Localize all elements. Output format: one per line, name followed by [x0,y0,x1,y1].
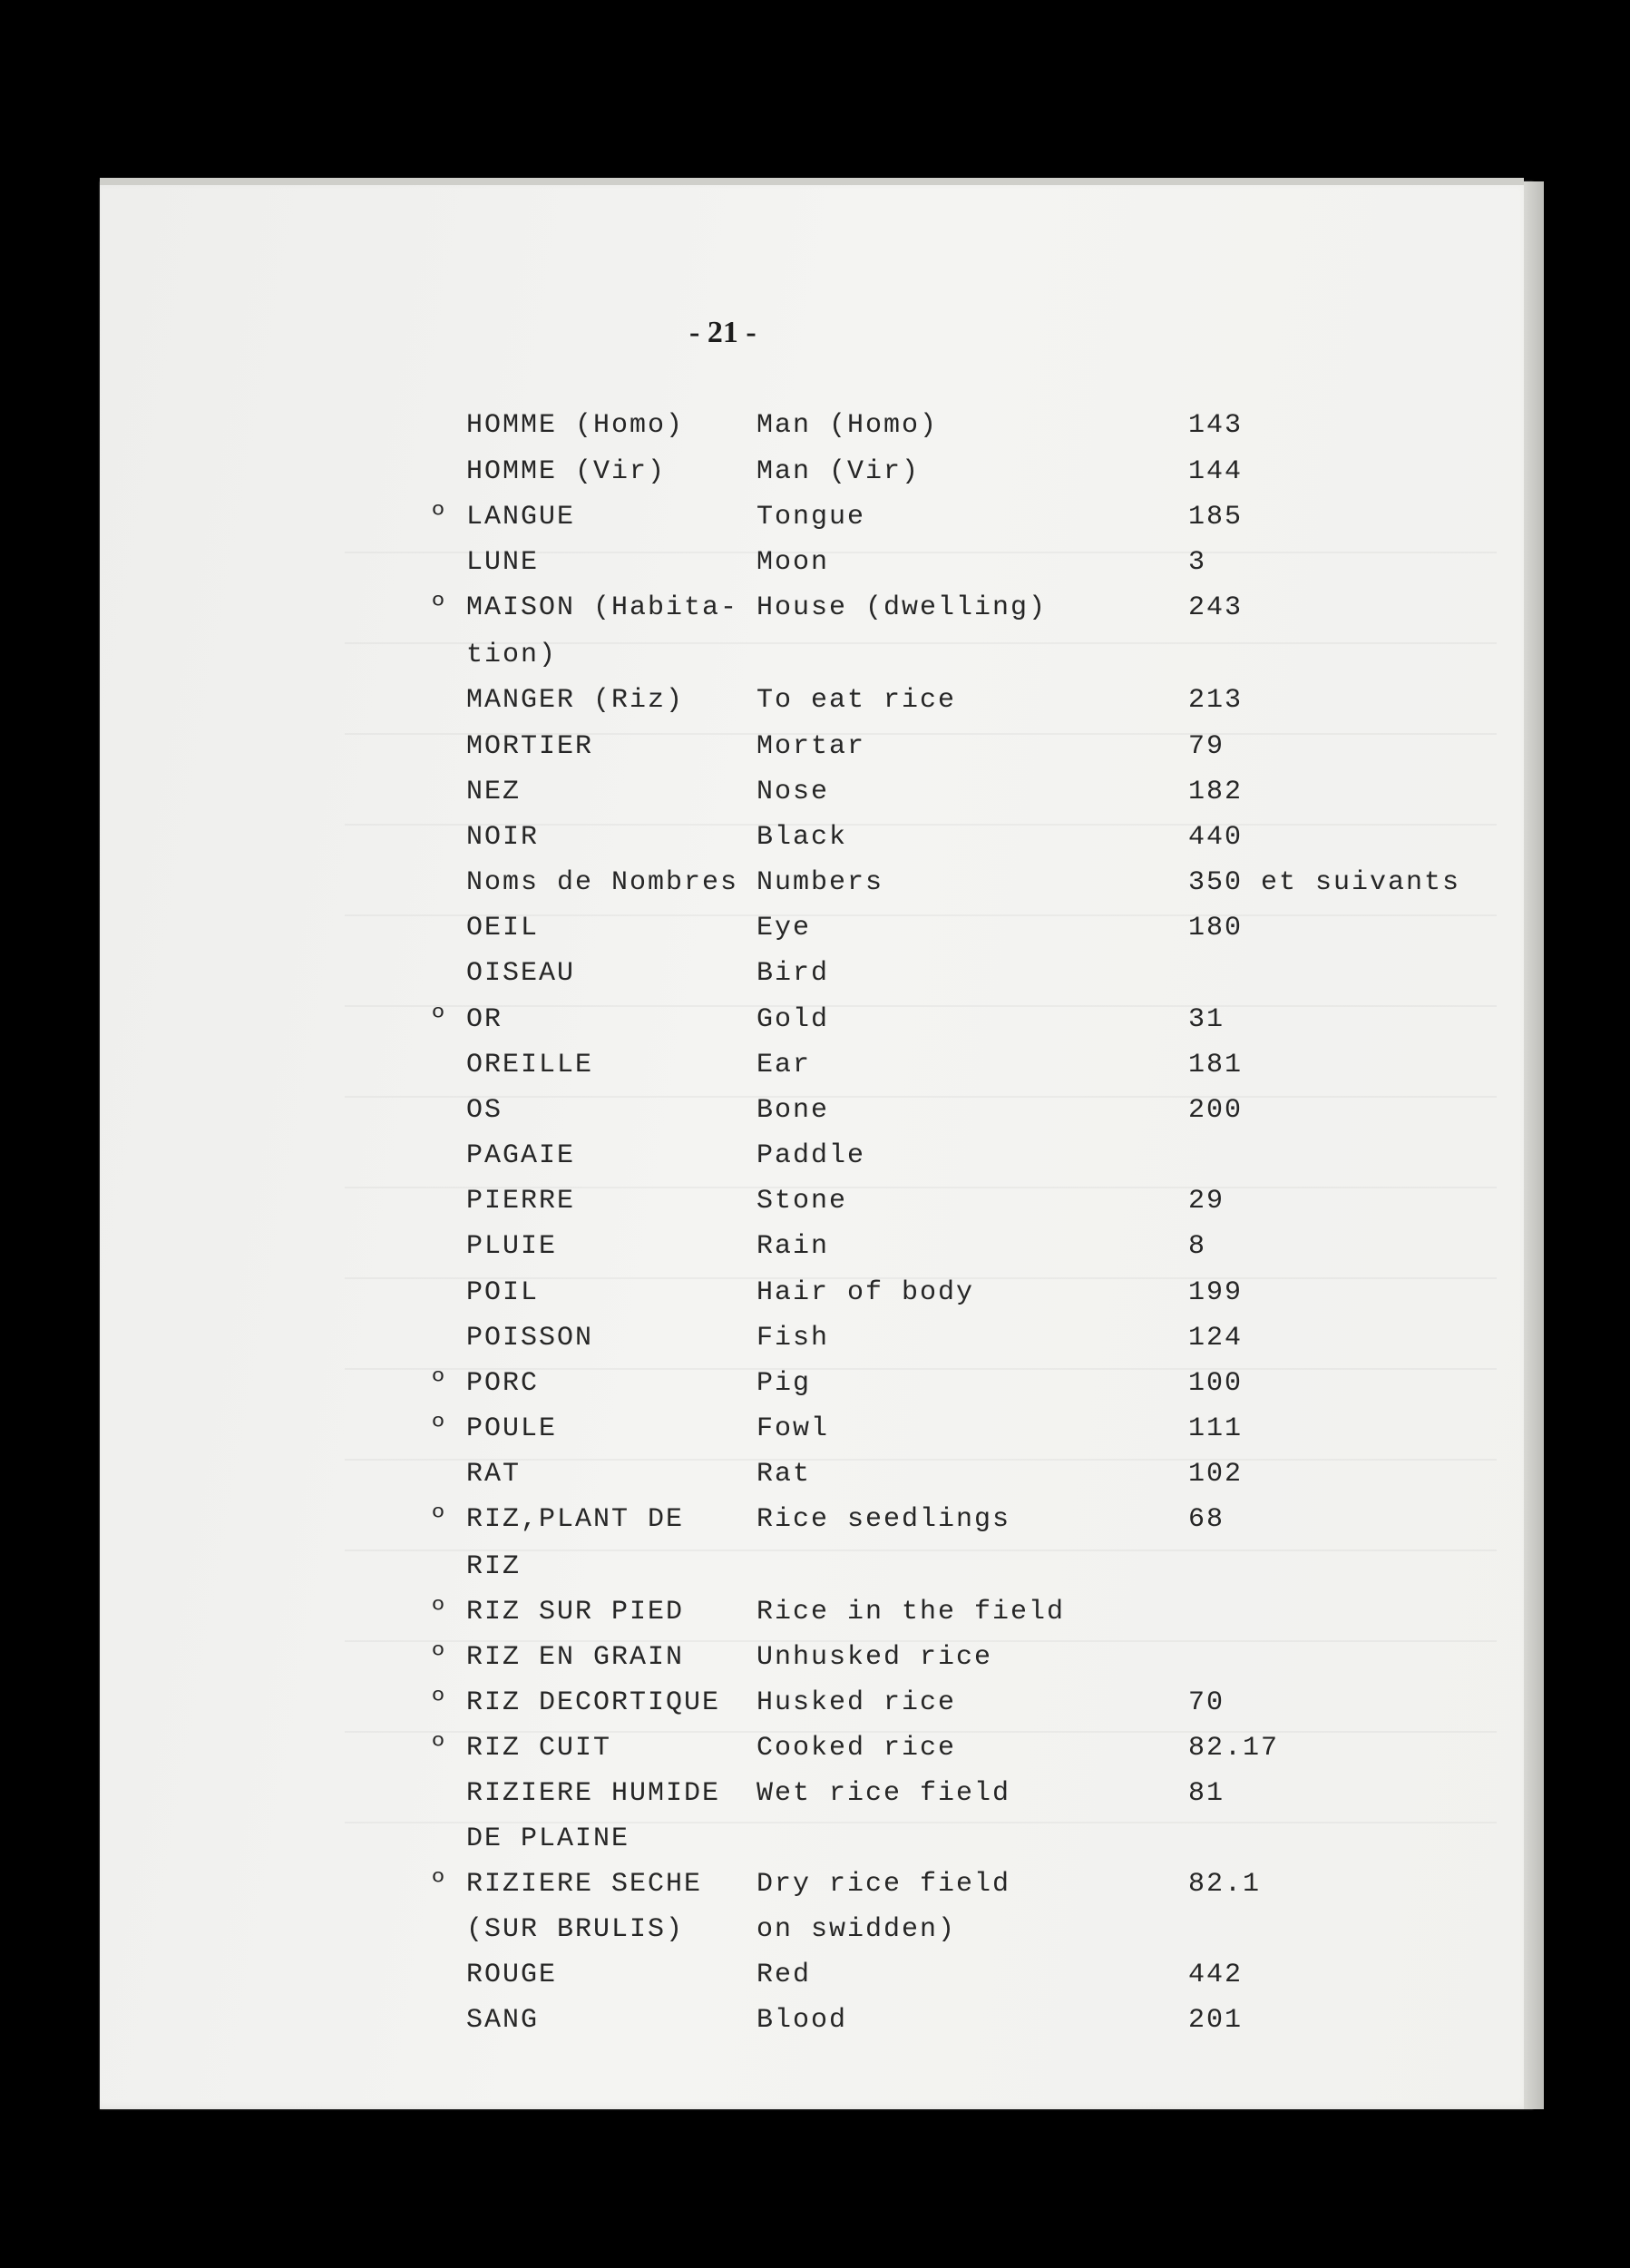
english-gloss: Cooked rice [756,1733,957,1764]
entry-mark: º [430,1869,449,1900]
reference-number: 3 [1188,547,1207,578]
reference-number: 111 [1188,1413,1244,1444]
reference-number: 182 [1188,777,1244,807]
reference-number: 199 [1188,1277,1244,1308]
reference-number: 82.17 [1188,1733,1280,1764]
table-row [0,1869,1630,1914]
table-row [0,1413,1630,1459]
table-row [0,1368,1630,1413]
reference-number: 181 [1188,1050,1244,1080]
french-term: OR [466,1004,503,1035]
reference-number: 79 [1188,731,1225,762]
english-gloss: Eye [756,913,812,943]
reference-number: 68 [1188,1504,1225,1535]
reference-number: 200 [1188,1095,1244,1126]
entry-mark: º [430,1687,449,1718]
english-gloss: Hair of body [756,1277,975,1308]
english-gloss: Man (Homo) [756,410,939,441]
english-gloss: Numbers [756,867,884,898]
english-gloss: To eat rice [756,685,957,716]
french-term: LUNE [466,547,540,578]
english-gloss: Fish [756,1323,830,1354]
french-term: POULE [466,1413,558,1444]
reference-number: 180 [1188,913,1244,943]
table-row [0,410,1630,455]
english-gloss: House (dwelling) [756,592,1048,623]
reference-number: 82.1 [1188,1869,1262,1900]
reference-number: 243 [1188,592,1244,623]
english-gloss: Fowl [756,1413,830,1444]
english-gloss: Ear [756,1050,812,1080]
english-gloss: Wet rice field [756,1778,1011,1809]
french-term: Noms de Nombres [466,867,739,898]
entry-mark: º [430,1504,449,1535]
french-term: OS [466,1095,503,1126]
french-term: ROUGE [466,1960,558,1990]
french-term: RIZ CUIT [466,1733,612,1764]
french-term: RIZ EN GRAIN [466,1642,685,1673]
table-row [0,1050,1630,1095]
english-gloss: Rat [756,1459,812,1490]
reference-number: 440 [1188,822,1244,853]
table-row [0,1277,1630,1323]
table-row [0,777,1630,822]
french-term: PIERRE [466,1186,576,1217]
english-gloss: Black [756,822,848,853]
table-row [0,1687,1630,1733]
french-term: HOMME (Homo) [466,410,685,441]
english-gloss: Paddle [756,1140,866,1171]
french-term: POISSON [466,1323,594,1354]
reference-number: 143 [1188,410,1244,441]
french-term: MANGER (Riz) [466,685,685,716]
table-row [0,1459,1630,1504]
reference-number: 102 [1188,1459,1244,1490]
english-gloss: Moon [756,547,830,578]
english-gloss: Tongue [756,502,866,533]
french-term: tion) [466,640,558,670]
french-term: POIL [466,1277,540,1308]
english-gloss: Bird [756,958,830,989]
page-top-edge [100,178,1524,185]
french-term: (SUR BRULIS) [466,1914,685,1945]
french-term: RIZ,PLANT DE [466,1504,685,1535]
english-gloss: Stone [756,1186,848,1217]
table-row [0,1004,1630,1050]
entry-mark: º [430,1597,449,1628]
french-term: DE PLAINE [466,1823,630,1854]
table-row [0,913,1630,958]
table-row [0,592,1630,638]
reference-number: 100 [1188,1368,1244,1399]
english-gloss: Mortar [756,731,866,762]
french-term: RIZ SUR PIED [466,1597,685,1628]
table-row [0,2005,1630,2050]
reference-number: 213 [1188,685,1244,716]
table-row [0,1914,1630,1960]
english-gloss: Rice in the field [756,1597,1066,1628]
french-term: NOIR [466,822,540,853]
table-row [0,1186,1630,1231]
french-term: OEIL [466,913,540,943]
french-term: RIZ [466,1551,522,1582]
table-row [0,1823,1630,1869]
reference-number: 350 et suivants [1188,867,1461,898]
reference-number: 29 [1188,1186,1225,1217]
french-term: OISEAU [466,958,576,989]
table-row [0,547,1630,592]
table-row [0,1733,1630,1778]
entry-mark: º [430,1642,449,1673]
french-term: MORTIER [466,731,594,762]
table-row [0,1551,1630,1597]
french-term: SANG [466,2005,540,2036]
entry-mark: º [430,592,449,623]
french-term: LANGUE [466,502,576,533]
table-row [0,502,1630,547]
table-row [0,1231,1630,1276]
french-term: NEZ [466,777,522,807]
english-gloss: on swidden) [756,1914,957,1945]
french-term: MAISON (Habita- [466,592,739,623]
reference-number: 81 [1188,1778,1225,1809]
table-row [0,867,1630,913]
english-gloss: Red [756,1960,812,1990]
table-row [0,456,1630,502]
english-gloss: Unhusked rice [756,1642,993,1673]
entry-mark: º [430,1368,449,1399]
french-term: PLUIE [466,1231,558,1262]
french-term: RIZIERE SECHE [466,1869,703,1900]
english-gloss: Man (Vir) [756,456,921,487]
reference-number: 442 [1188,1960,1244,1990]
french-term: PAGAIE [466,1140,576,1171]
entry-mark: º [430,1004,449,1035]
french-term: OREILLE [466,1050,594,1080]
reference-number: 201 [1188,2005,1244,2036]
table-row [0,1323,1630,1368]
english-gloss: Rain [756,1231,830,1262]
table-row [0,1095,1630,1140]
english-gloss: Pig [756,1368,812,1399]
table-row [0,1597,1630,1642]
reference-number: 31 [1188,1004,1225,1035]
french-term: RAT [466,1459,522,1490]
table-row [0,1778,1630,1823]
table-row [0,1140,1630,1186]
reference-number: 185 [1188,502,1244,533]
english-gloss: Bone [756,1095,830,1126]
french-term: RIZ DECORTIQUE [466,1687,721,1718]
english-gloss: Gold [756,1004,830,1035]
french-term: RIZIERE HUMIDE [466,1778,721,1809]
entry-mark: º [430,1733,449,1764]
reference-number: 70 [1188,1687,1225,1718]
table-row [0,685,1630,730]
english-gloss: Blood [756,2005,848,2036]
english-gloss: Rice seedlings [756,1504,1011,1535]
reference-number: 8 [1188,1231,1207,1262]
table-row [0,958,1630,1003]
english-gloss: Husked rice [756,1687,957,1718]
reference-number: 144 [1188,456,1244,487]
table-row [0,731,1630,777]
table-row [0,1960,1630,2005]
table-row [0,822,1630,867]
page-number: - 21 - [689,316,756,349]
english-gloss: Nose [756,777,830,807]
english-gloss: Dry rice field [756,1869,1011,1900]
french-term: PORC [466,1368,540,1399]
table-row [0,640,1630,685]
table-row [0,1642,1630,1687]
entry-mark: º [430,1413,449,1444]
reference-number: 124 [1188,1323,1244,1354]
entry-mark: º [430,502,449,533]
table-row [0,1504,1630,1549]
french-term: HOMME (Vir) [466,456,667,487]
